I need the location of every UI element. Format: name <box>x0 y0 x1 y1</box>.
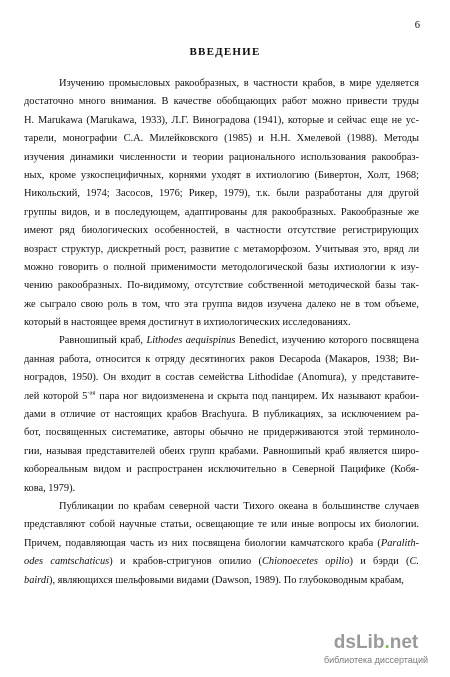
text-line: который в настоящее время достигнут в ихтиологических исследованиях. <box>24 317 351 329</box>
text-fragment: Причем, подавляющая часть из них посвящена биологии камчатского краба ( <box>24 537 381 549</box>
text-line: дами в отличие от настоящих крабов Brachyura. В публикациях, за исключением ра- <box>24 409 419 421</box>
text-line: же сыграло свою роль в том, что эта группа видов изучена далеко не в том объеме, <box>24 298 419 310</box>
species-name: Paralith- <box>380 537 419 549</box>
text-line: Никольский, 1974; Засосов, 1976; Рикер, 1979), т.к. были разработаны для другой <box>24 188 419 200</box>
text-line: чению ракообразных. По-видимому, отсутствие собственной методической базы так- <box>24 280 419 292</box>
text-line: изучения динамики численности и теории рационального использования ракообраз- <box>24 151 419 163</box>
text-line: данная работа, относится к отряду десятиногих раков Decapoda (Макаров, 1938; Ви- <box>24 353 419 365</box>
page-number: 6 <box>414 20 420 31</box>
text-line: имеют ряд биологических особенностей, в частности отсутствие регистрирующих <box>24 225 419 237</box>
text-line: можно говорить о полной применимости методологической базы ихтиологии к изу- <box>24 261 419 273</box>
text-fragment: ), являющихся шельфовыми видами (Dawson, 1989). По глубоководным крабам, <box>49 574 404 586</box>
text-fragment: Равношипый краб, <box>59 335 147 347</box>
text-line <box>24 332 419 350</box>
watermark-brand <box>316 633 436 653</box>
text-line: представляют собой научные статьи, освещающие те или иные вопросы их биологии. <box>24 519 419 531</box>
text-fragment: Benedict, изучению которого посвящена <box>235 335 419 347</box>
watermark-logo <box>316 633 436 665</box>
text-line: Изучению промысловых ракообразных, в частности крабов, в мире уделяется <box>59 78 419 89</box>
species-name: odes camtschaticus <box>24 556 110 568</box>
text-line: ных, кроме узкоспецифичных, корнями уходят в ихтиологию (Бивертон, Холт, 1968; <box>24 169 419 181</box>
text-line <box>24 553 419 571</box>
text-line: гии, называя представителей обеих групп крабами. Равношипый краб является широ- <box>24 445 419 457</box>
text-line: H. Marukawa (Marukawa, 1933), Л.Г. Виноградова (1941), которые и сейчас еще не ус- <box>24 114 419 126</box>
text-line: группы видов, и в последующем, адаптированы для ракообразных. Ракообразные же <box>24 206 419 218</box>
text-line <box>24 572 419 590</box>
brand-text: dsLib <box>333 632 385 653</box>
section-title: ВВЕДЕНИЕ <box>189 46 261 58</box>
text-line: кова, 1979). <box>24 482 76 494</box>
text-line <box>24 388 419 406</box>
brand-text: net <box>389 632 419 653</box>
text-fragment: ) и крабов-стригунов опилио ( <box>109 556 262 568</box>
text-line: возраст структур, дискретный рост, развитие с метаморфозом. Учитывая это, вряд ли <box>24 243 419 255</box>
species-name: C. <box>409 556 419 568</box>
superscript: -ая <box>87 389 96 397</box>
text-line: кобореальным видом и распространен исключительно в Северной Пацифике (Кобя- <box>24 464 419 476</box>
text-line <box>24 535 419 553</box>
text-line: достаточно много внимания. В качестве обобщающих работ можно привести труды <box>24 96 419 108</box>
text-fragment: лей которой 5 <box>24 390 88 402</box>
species-name: Lithodes aequispinus <box>146 335 236 347</box>
text-fragment: ) и бэрди ( <box>349 556 410 568</box>
paragraph-3 <box>24 498 419 590</box>
text-line: бот, посвященных систематике, авторы обычно не придерживаются этой терминоло- <box>24 427 419 439</box>
species-name: bairdi <box>24 574 50 586</box>
paragraph-2 <box>24 332 419 498</box>
paragraph-1 <box>24 75 419 332</box>
species-name: Chionoecetes opilio <box>261 556 350 568</box>
watermark-subtitle: библиотека диссертаций <box>323 655 428 665</box>
text-line: тарели, монографии С.А. Милейковского (1985) и Н.Н. Хмелевой (1988). Методы <box>24 133 419 145</box>
text-fragment: пара ног видоизменена и скрыта под панцирем. Их называют крабои- <box>95 390 419 402</box>
text-line: Публикации по крабам северной части Тихого океана в большинстве случаев <box>59 500 419 512</box>
body-text <box>24 75 419 590</box>
brand-dot: . <box>384 632 390 653</box>
text-line: ноградов, 1950). Он входит в состав семейства Lithodidae (Anomura), у представите- <box>24 372 419 384</box>
